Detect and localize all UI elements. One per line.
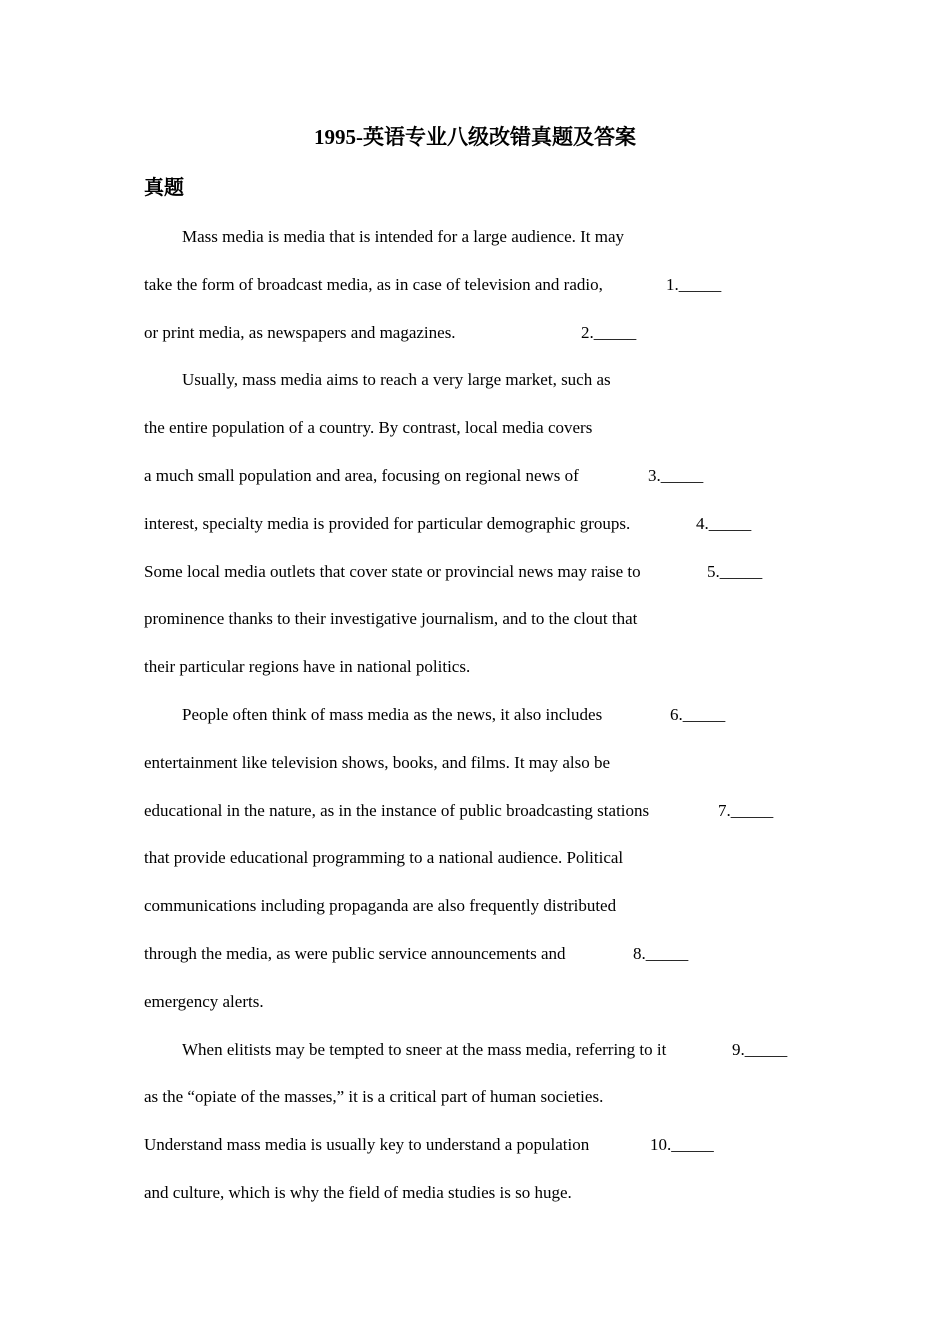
line-text: communications including propaganda are also frequently distributed [144, 896, 617, 916]
passage-line [144, 365, 824, 413]
passage-line [144, 461, 824, 509]
passage-line [144, 509, 824, 557]
passage-line [144, 270, 824, 318]
passage-line [144, 413, 824, 461]
passage-line [144, 222, 824, 270]
line-text: When elitists may be tempted to sneer at the mass media, referring to it [182, 1039, 667, 1059]
line-text: educational in the nature, as in the instance of public broadcasting stations [144, 800, 650, 820]
line-text: Mass media is media that is intended for a large audience. It may [182, 227, 625, 246]
line-text: entertainment like television shows, books, and films. It may also be [144, 752, 610, 772]
passage-line [144, 1082, 824, 1130]
line-text: Usually, mass media aims to reach a very large market, such as [182, 370, 611, 390]
answer-blank: 6._____ [670, 704, 726, 724]
passage [144, 222, 824, 1226]
passage-line [144, 748, 824, 796]
passage-line [144, 1130, 824, 1178]
passage-line [144, 557, 824, 605]
line-text: through the media, as were public service announcements and [144, 943, 566, 963]
passage-line [144, 987, 824, 1035]
line-text: Some local media outlets that cover state or provincial news may raise to [144, 561, 641, 581]
passage-line [144, 1035, 824, 1083]
answer-blank: 5._____ [707, 561, 763, 581]
answer-blank: 8._____ [633, 943, 689, 963]
passage-line [144, 891, 824, 939]
section-heading: 真题 [144, 177, 184, 199]
passage-line [144, 700, 824, 748]
passage-line [144, 652, 824, 700]
passage-line [144, 1178, 824, 1226]
answer-blank: 10._____ [650, 1135, 714, 1155]
line-text: that provide educational programming to a national audience. Political [144, 848, 624, 868]
line-text: prominence thanks to their investigative journalism, and to the clout that [144, 609, 638, 629]
line-text: a much small population and area, focusing on regional news of [144, 465, 579, 485]
line-text: the entire population of a country. By contrast, local media covers [144, 418, 593, 438]
document-title: 1995-英语专业八级改错真题及答案 [314, 125, 636, 149]
answer-blank: 3._____ [648, 465, 704, 485]
answer-blank: 9._____ [732, 1039, 788, 1059]
answer-blank: 7._____ [718, 800, 774, 820]
answer-blank: 1._____ [666, 274, 722, 294]
line-text: and culture, which is why the field of media studies is so huge. [144, 1182, 572, 1202]
line-text: interest, specialty media is provided for particular demographic groups. [144, 513, 631, 533]
line-text: or print media, as newspapers and magazines. [144, 322, 456, 342]
passage-line [144, 604, 824, 652]
line-text: Understand mass media is usually key to understand a population [144, 1135, 590, 1155]
line-text: People often think of mass media as the news, it also includes [182, 704, 603, 724]
line-text: as the “opiate of the masses,” it is a critical part of human societies. [144, 1087, 604, 1107]
line-text: take the form of broadcast media, as in case of television and radio, [144, 274, 603, 294]
line-text: their particular regions have in national politics. [144, 657, 471, 677]
answer-blank: 4._____ [696, 513, 752, 533]
passage-line [144, 843, 824, 891]
passage-line [144, 318, 824, 366]
answer-blank: 2._____ [581, 322, 637, 342]
line-text: emergency alerts. [144, 991, 264, 1011]
passage-line [144, 796, 824, 844]
passage-line [144, 939, 824, 987]
